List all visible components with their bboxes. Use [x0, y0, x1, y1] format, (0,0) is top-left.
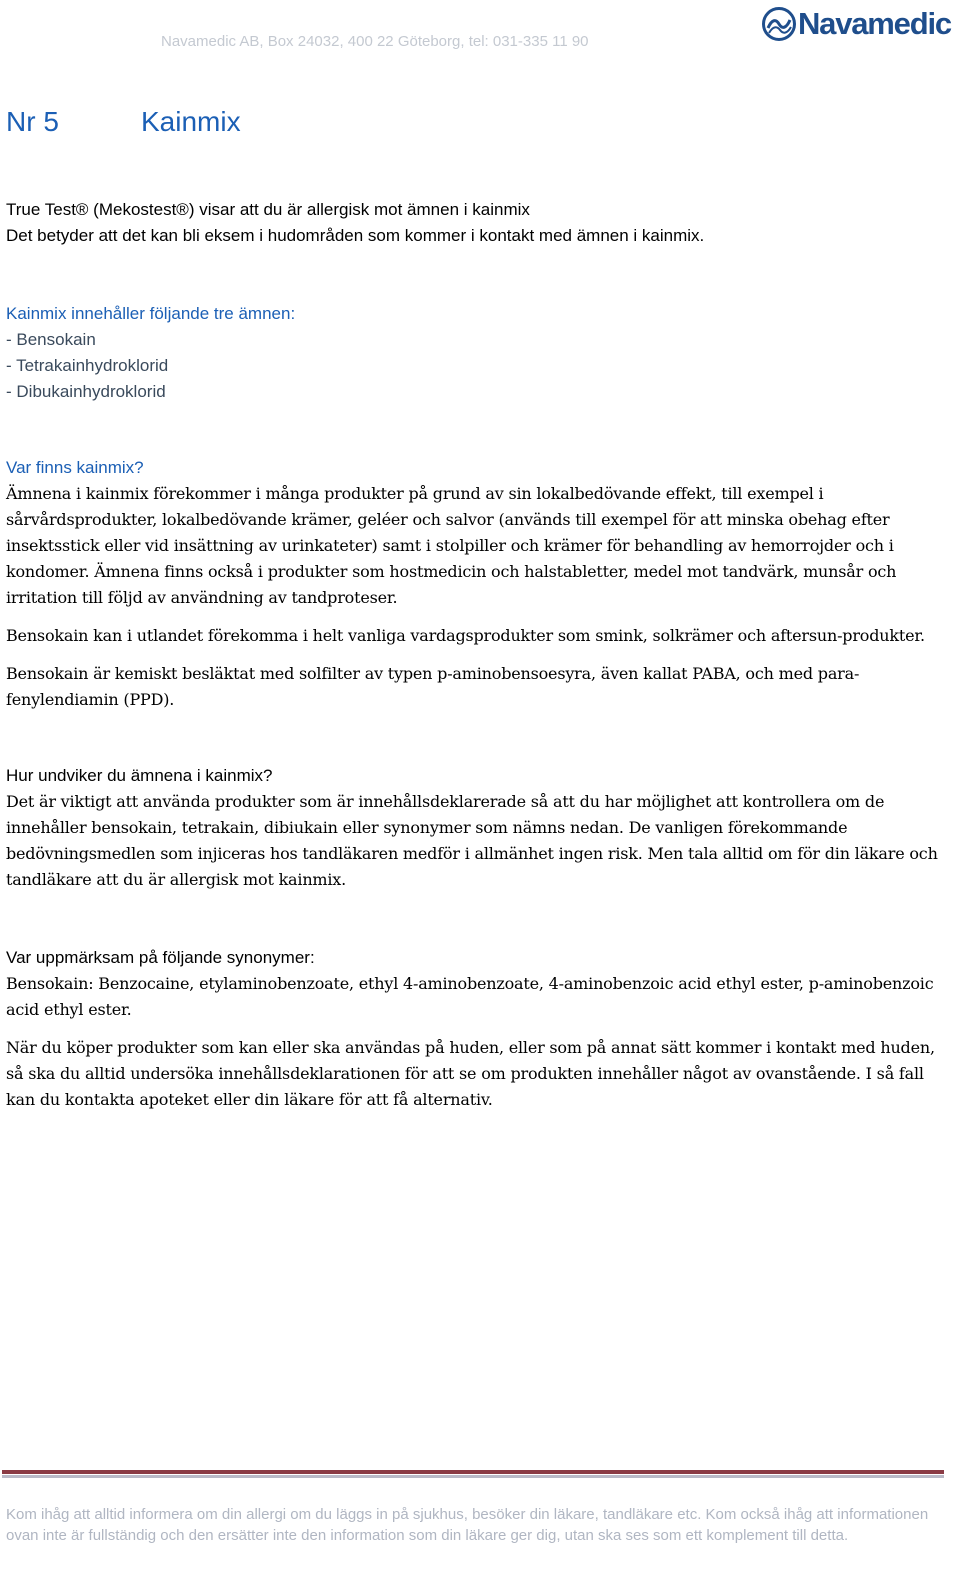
brand-logo	[762, 6, 951, 42]
test-number: Nr 5	[6, 106, 59, 137]
navamedic-logo-icon	[762, 7, 796, 41]
synonyms-paragraph: Bensokain: Benzocaine, etylaminobenzoate, ethyl 4-aminobenzoate, 4-aminobenzoic acid ethyl ester, p-aminobenzoic acid ethyl ester.	[6, 974, 934, 1019]
ingredient-list	[6, 327, 946, 405]
document-body	[6, 197, 946, 1113]
list-item: - Tetrakainhydroklorid	[6, 356, 169, 375]
contents-heading: Kainmix innehåller följande tre ämnen:	[6, 304, 296, 323]
avoid-heading: Hur undviker du ämnena i kainmix?	[6, 766, 273, 785]
where-heading: Var finns kainmix?	[6, 458, 144, 477]
list-item: - Bensokain	[6, 330, 96, 349]
company-address: Navamedic AB, Box 24032, 400 22 Göteborg, tel: 031-335 11 90	[161, 33, 589, 50]
allergen-name: Kainmix	[141, 106, 241, 137]
synonyms-paragraph: När du köper produkter som kan eller ska användas på huden, eller som på annat sätt kommer i kontakt med huden, så ska du alltid undersöka innehållsdeklarationen för att se om produkten innehåller något av ovanstående. I så fall kan du kontakta apoteket eller din läkare för att få alternativ.	[6, 1038, 935, 1109]
footer-divider	[2, 1470, 944, 1478]
footer-disclaimer: Kom ihåg att alltid informera om din allergi om du läggs in på sjukhus, besöker din läkare, tandläkare etc. Kom också ihåg att informationen ovan inte är fullständig och den ersätter inte den information som din läkare ger dig, utan ska ses som ett komplement till detta.	[6, 1506, 929, 1544]
where-paragraph: Ämnena i kainmix förekommer i många produkter på grund av sin lokalbedövande effekt, till exempel i sårvårdsprodukter, lokalbedövande krämer, geléer och salvor (används till exempel för att minska obehag efter insektsstick eller vid insättning av urinkateter) samt i stolpiller och krämer för behandling av hemorrojder och i kondomer. Ämnena finns också i produkter som hostmedicin och halstabletter, medel mot tandvärk, munsår och irritation till följd av användning av tandproteser.	[6, 484, 897, 607]
synonyms-heading: Var uppmärksam på följande synonymer:	[6, 948, 315, 967]
where-paragraph: Bensokain är kemiskt besläktat med solfilter av typen p-aminobensoesyra, även kallat PABA, och med para-fenylendiamin (PPD).	[6, 664, 860, 709]
avoid-paragraph: Det är viktigt att använda produkter som är innehållsdeklarerade så att du har möjlighet att kontrollera om de innehåller bensokain, tetrakain, dibiukain eller synonymer som nämns nedan. De vanligen förekommande bedövningsmedlen som injiceras hos tandläkaren medför i allmänhet ingen risk. Men tala alltid om för din läkare och tandläkare att du är allergisk mot kainmix.	[6, 792, 938, 889]
logo-wordmark: Navamedic	[798, 6, 951, 41]
intro-title: True Test® (Mekostest®) visar att du är allergisk mot ämnen i kainmix	[6, 200, 530, 219]
list-item: - Dibukainhydroklorid	[6, 382, 166, 401]
intro-text: Det betyder att det kan bli eksem i hudområden som kommer i kontakt med ämnen i kainmix.	[6, 226, 705, 245]
where-paragraph: Bensokain kan i utlandet förekomma i helt vanliga vardagsprodukter som smink, solkrämer och aftersun-produkter.	[6, 626, 925, 645]
